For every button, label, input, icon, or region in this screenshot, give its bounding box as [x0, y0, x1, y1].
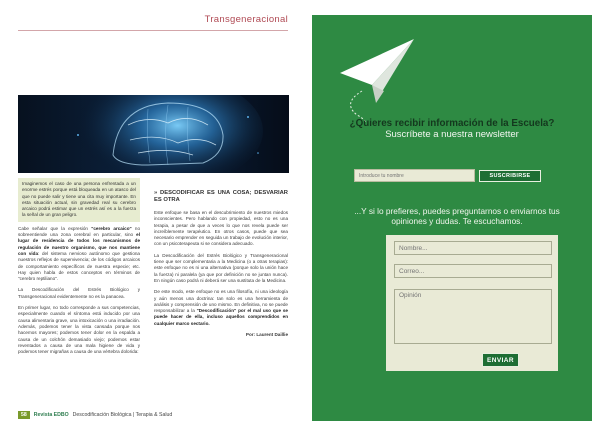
section-divider [18, 30, 288, 31]
callout-box: Imaginemos el caso de una persona enfrentada a un enorme estrés porque está bloqueada en un atasco del que no puede salir y tiene una cita muy importante. En esta situación actual, sin gravedad real su cerebro arcaico podrá estimar que un estrés así es a la fuerza la señal de un gran peligro. [18, 178, 140, 222]
left-page [0, 0, 298, 424]
article-subheading: » DESCODIFICAR ES UNA COSA; DESVARIAR ES OTRA [154, 190, 288, 203]
paragraph: Cabe señalar que la expresión "cerebro arcaico" no sobreentiende una zona cerebral en particular, sino el lugar de residencia de todos los mecanismos de regulación de nuestro organismo, que nos mantiene con vida: del sistema nervioso autónomo que gestiona nuestros reflejos de supervivencia; de los códigos arcaicos de comportamiento específicos de nuestra especie; etc. Hay quien habla de estos conceptos en términos de "cerebro reptiliano". [18, 225, 140, 282]
paragraph: En primer lugar, no todo corresponde a sus competencias, especialmente cuando el síntoma está inducido por una causa alimentaria grave, una intoxicación o una irradiación. Además, podemos tener la vista cansada porque nos hacemos mayores; podemos tener dolor en la espalda a causa de un colchón demasiado viejo; podemos estar reventados a causa de una mala higiene de vida y podemos tener migrañas a causa de una vértebra dolorida: [18, 305, 140, 355]
newsletter-panel [312, 15, 592, 421]
brain-image [18, 95, 289, 173]
page-footer [18, 411, 172, 419]
section-title: Transgeneracional [204, 14, 288, 25]
newsletter-name-input[interactable] [354, 169, 475, 182]
author-credit: Por: Laurent Daillie [245, 332, 288, 338]
newsletter-subtitle: Suscríbete a nuestra newsletter [385, 129, 519, 140]
paragraph: De este modo, este enfoque no es una filosofía, ni una ideología y aún menos una doctrina: tan solo es una herramienta de análisis y comprensión de uno mismo. En definitiva, no se puede responsabilizar a la "Descodificación" por el mal uso que se puede hacer de ella, incluso aquellos comprendidos en cualquier marco sectario. [154, 289, 288, 326]
send-button[interactable]: ENVIAR [482, 353, 519, 367]
paragraph: La Descodificación del Estrés Biológico y Transgeneracional tiene que ser complementaria a la Medicina (o a otras terapias): este enfoque no es ni una alternativa (porque solo la unión hace la fuerza) ni paralela (ya que por definición no se juntan nunca). En ningún caso podrá ni deberá ser una sustituta de la Medicina. [154, 252, 288, 283]
paper-plane-icon [332, 33, 452, 123]
subscribe-button[interactable]: SUSCRIBIRSE [479, 170, 541, 182]
opinion-textarea[interactable] [394, 289, 552, 344]
newsletter-title: ¿Quieres recibir información de la Escuela? [349, 118, 555, 129]
email-field[interactable] [394, 264, 552, 278]
contact-intro-text: ...Y si lo prefieres, puedes preguntarnos o enviarnos tus opiniones y dudas. Te escuchamos. [354, 206, 560, 226]
paragraph: Este enfoque se basa en el descubrimiento de nuestros miedos inconscientes. Pero hablando con propiedad, esto no es una terapia, a pesar de que a veces lo que nos revela puede ser increíblemente terapéutico. En otros casos, puede que sea necesario emprender en seguida un trabajo de evolución interior, con un psicoterapeuta si se considera adecuado. [154, 210, 288, 247]
article-column-left [18, 178, 140, 360]
footer-text: Descodificación Biológica | Terapia & Salud [72, 412, 173, 418]
name-field[interactable] [394, 241, 552, 255]
article-column-right [154, 190, 288, 338]
paragraph: La Descodificación del Estrés Biológico y Transgeneracional evidentemente no es la panacea. [18, 287, 140, 299]
page-number: 58 [18, 411, 30, 419]
footer-brand: Revista EDBO [33, 412, 69, 418]
